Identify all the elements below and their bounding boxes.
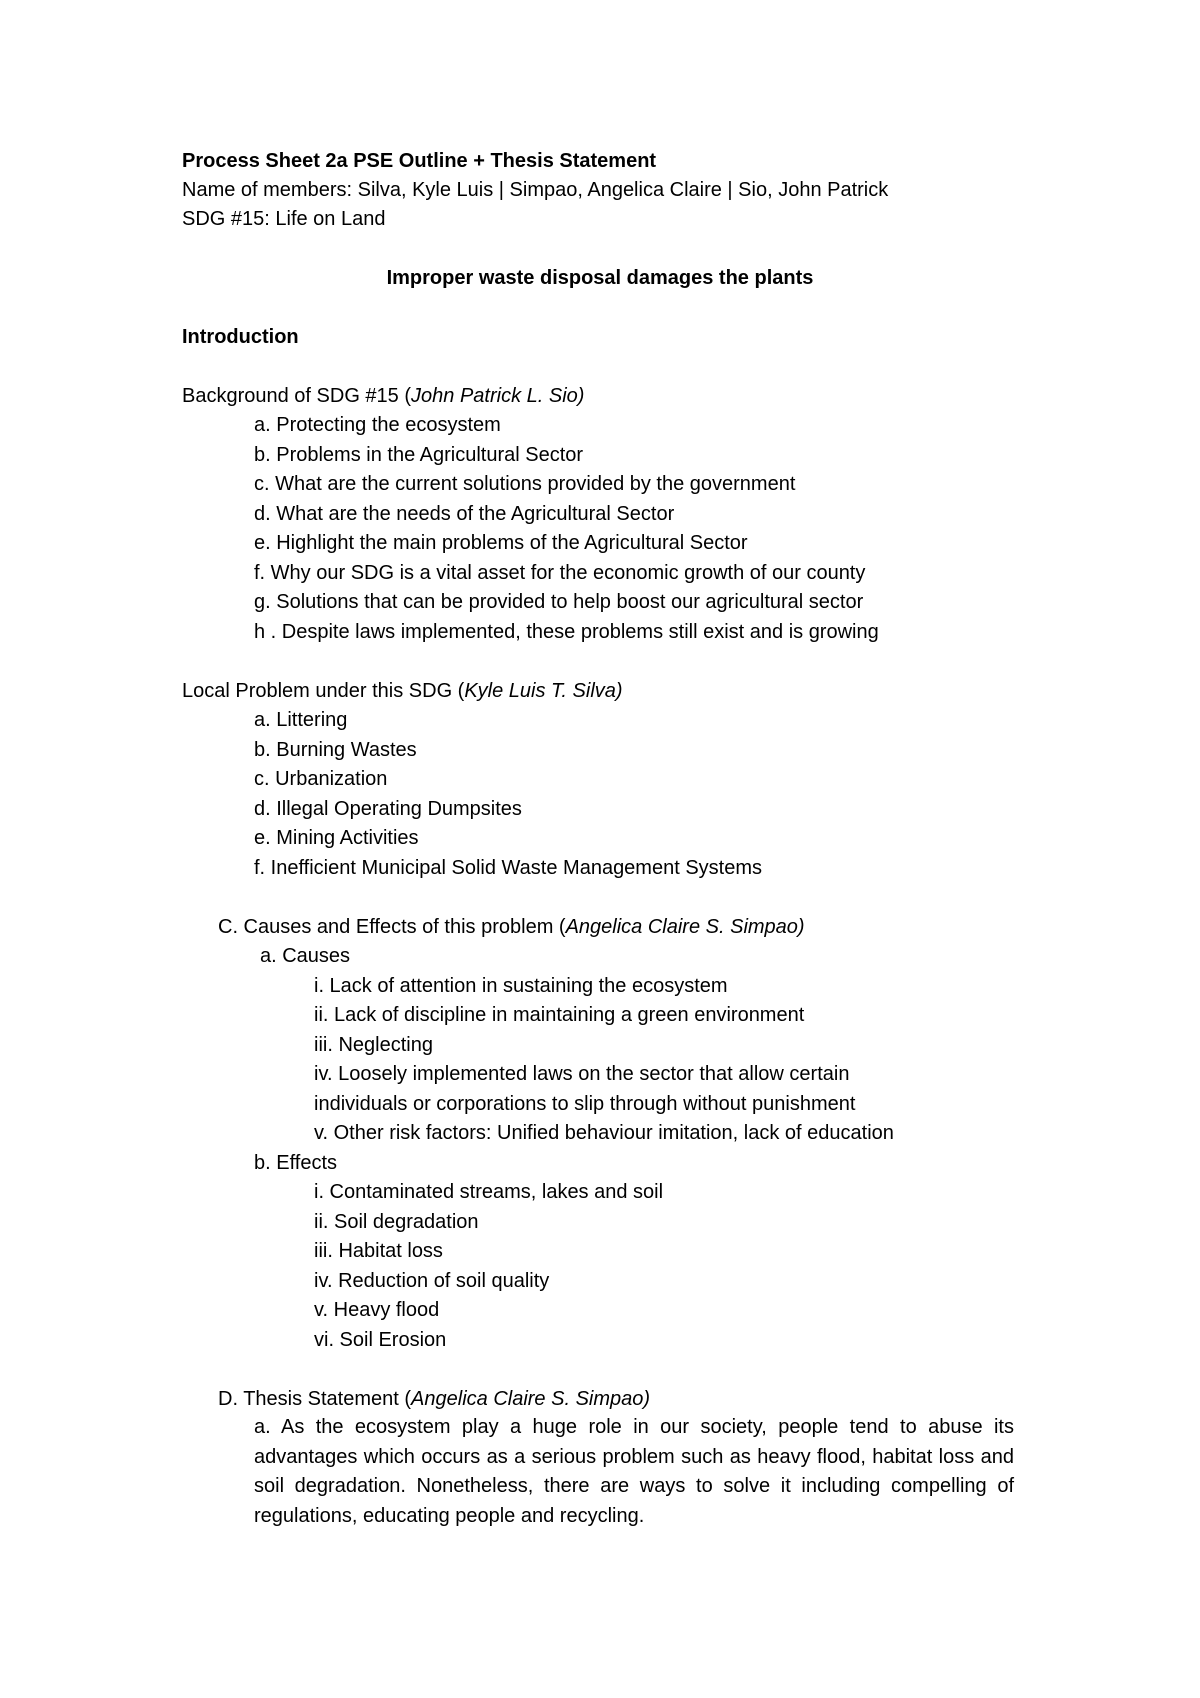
- causes-effects-heading-text: C. Causes and Effects of this problem (: [218, 916, 566, 938]
- list-item: a. Protecting the ecosystem: [254, 414, 501, 436]
- background-heading-text: Background of SDG #15 (: [182, 385, 412, 407]
- list-item: f. Why our SDG is a vital asset for the economic growth of our county: [254, 562, 866, 584]
- list-item: e. Highlight the main problems of the Agricultural Sector: [254, 532, 748, 554]
- list-item: ii. Soil degradation: [314, 1211, 479, 1233]
- local-problem-heading: [182, 679, 623, 703]
- list-item: h . Despite laws implemented, these problems still exist and is growing: [254, 621, 879, 643]
- list-item: iii. Habitat loss: [314, 1240, 443, 1262]
- causes-effects-heading: [218, 915, 805, 939]
- list-item: a. Littering: [254, 709, 348, 731]
- list-item: i. Lack of attention in sustaining the ecosystem: [314, 975, 728, 997]
- background-heading: [182, 384, 584, 408]
- thesis-heading: [218, 1387, 650, 1411]
- background-author: John Patrick L. Sio): [411, 385, 585, 407]
- introduction-heading: Introduction: [182, 326, 299, 348]
- members-line: Name of members: Silva, Kyle Luis | Simpao, Angelica Claire | Sio, John Patrick: [182, 179, 889, 201]
- topic-title: Improper waste disposal damages the plants: [386, 267, 814, 289]
- list-item: b. Burning Wastes: [254, 739, 417, 761]
- list-item: individuals or corporations to slip through without punishment: [314, 1093, 856, 1115]
- list-item: d. Illegal Operating Dumpsites: [254, 798, 522, 820]
- list-item: iv. Loosely implemented laws on the sector that allow certain: [314, 1063, 850, 1085]
- list-item: vi. Soil Erosion: [314, 1329, 447, 1351]
- list-item: v. Other risk factors: Unified behaviour imitation, lack of education: [314, 1122, 894, 1144]
- document-title: Process Sheet 2a PSE Outline + Thesis Statement: [182, 150, 657, 172]
- sdg-line: SDG #15: Life on Land: [182, 208, 386, 230]
- causes-label: a. Causes: [260, 945, 351, 967]
- list-item: g. Solutions that can be provided to help boost our agricultural sector: [254, 591, 864, 613]
- list-item: iv. Reduction of soil quality: [314, 1270, 550, 1292]
- list-item: b. Problems in the Agricultural Sector: [254, 444, 584, 466]
- list-item: f. Inefficient Municipal Solid Waste Management Systems: [254, 857, 763, 879]
- list-item: e. Mining Activities: [254, 827, 419, 849]
- list-item: d. What are the needs of the Agricultural Sector: [254, 503, 675, 525]
- list-item: ii. Lack of discipline in maintaining a green environment: [314, 1004, 805, 1026]
- local-problem-author: Kyle Luis T. Silva): [464, 680, 623, 702]
- causes-effects-author: Angelica Claire S. Simpao): [565, 916, 805, 938]
- thesis-heading-text: D. Thesis Statement (: [218, 1388, 412, 1410]
- list-item: iii. Neglecting: [314, 1034, 433, 1056]
- list-item: c. Urbanization: [254, 768, 388, 790]
- effects-label: b. Effects: [254, 1152, 338, 1174]
- list-item: v. Heavy flood: [314, 1299, 440, 1321]
- list-item: i. Contaminated streams, lakes and soil: [314, 1181, 664, 1203]
- thesis-paragraph: a. As the ecosystem play a huge role in our society, people tend to abuse its advantages which occurs as a serious problem such as heavy flood, habitat loss and soil degradation. Nonetheless, there are ways to solve it including compelling of regulations, educating people and recycling.: [254, 1416, 1014, 1527]
- local-problem-heading-text: Local Problem under this SDG (: [182, 680, 465, 702]
- thesis-author: Angelica Claire S. Simpao): [411, 1388, 651, 1410]
- list-item: c. What are the current solutions provided by the government: [254, 473, 796, 495]
